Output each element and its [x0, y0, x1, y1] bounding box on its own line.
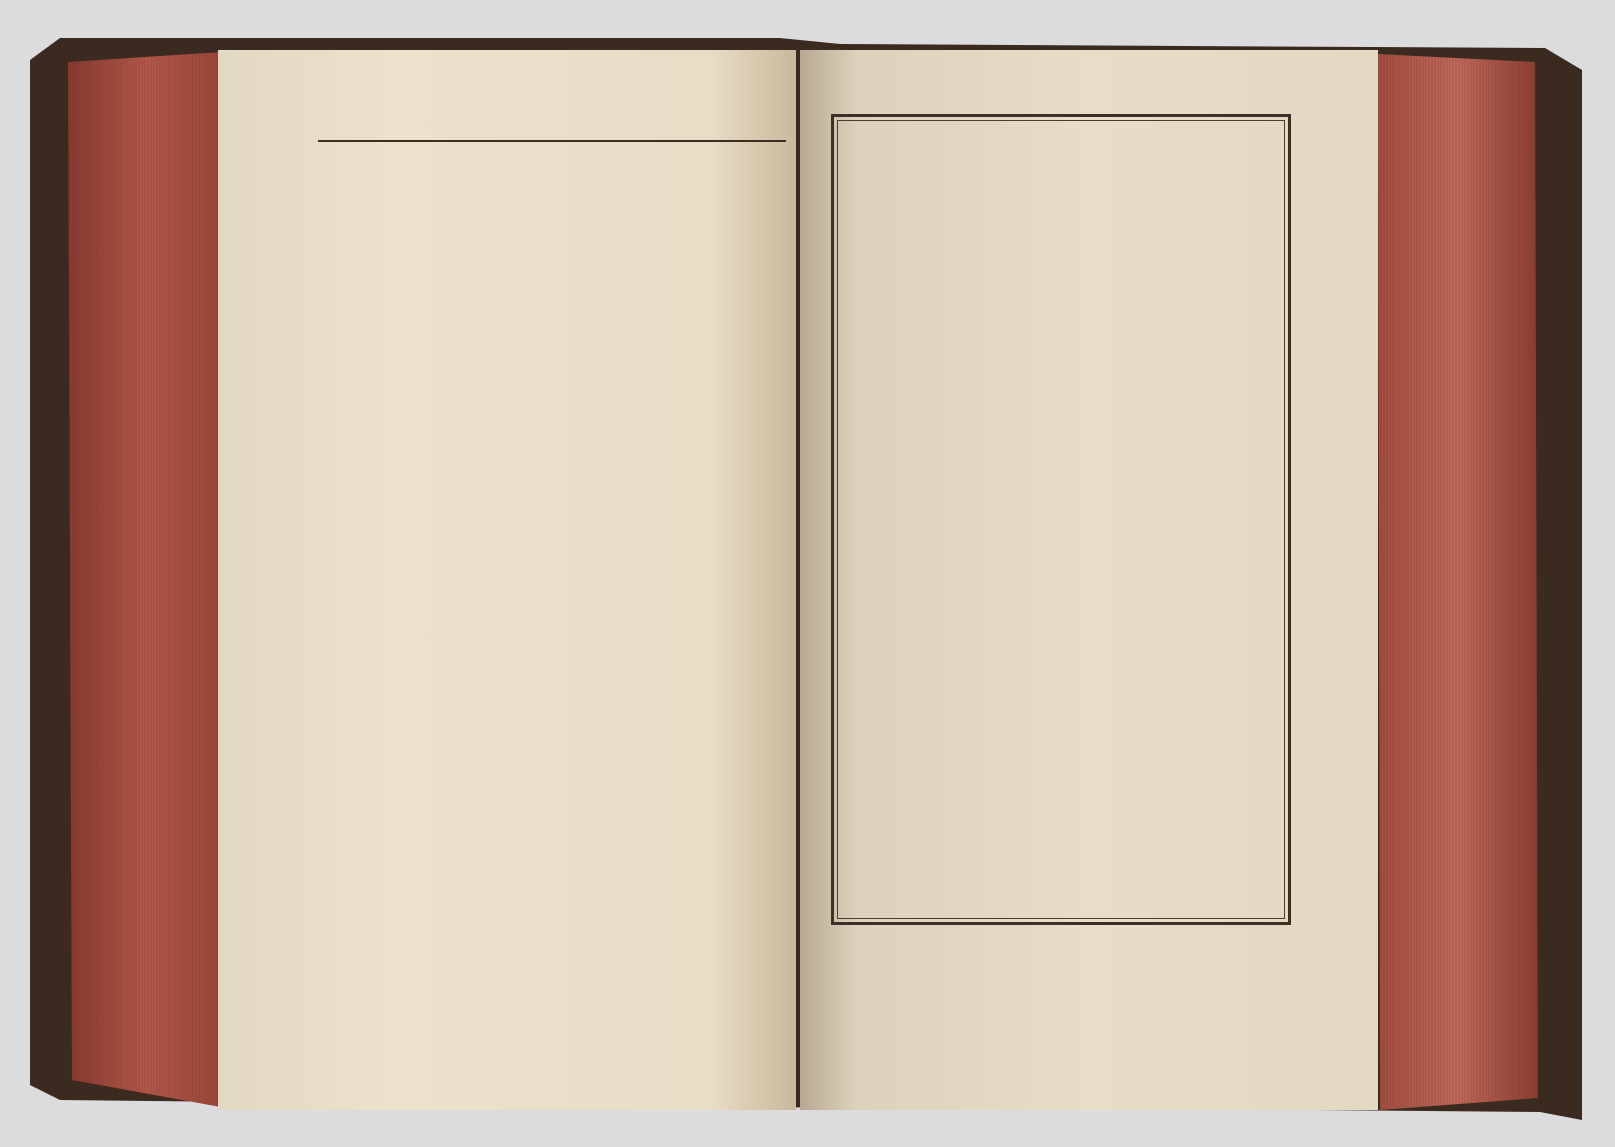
heraldry-plate-inner-frame	[837, 120, 1285, 919]
section-2-paragraph	[351, 950, 791, 1020]
body-paragraph	[325, 258, 795, 498]
head-rule	[318, 140, 786, 142]
section-1-paragraph	[332, 708, 792, 853]
